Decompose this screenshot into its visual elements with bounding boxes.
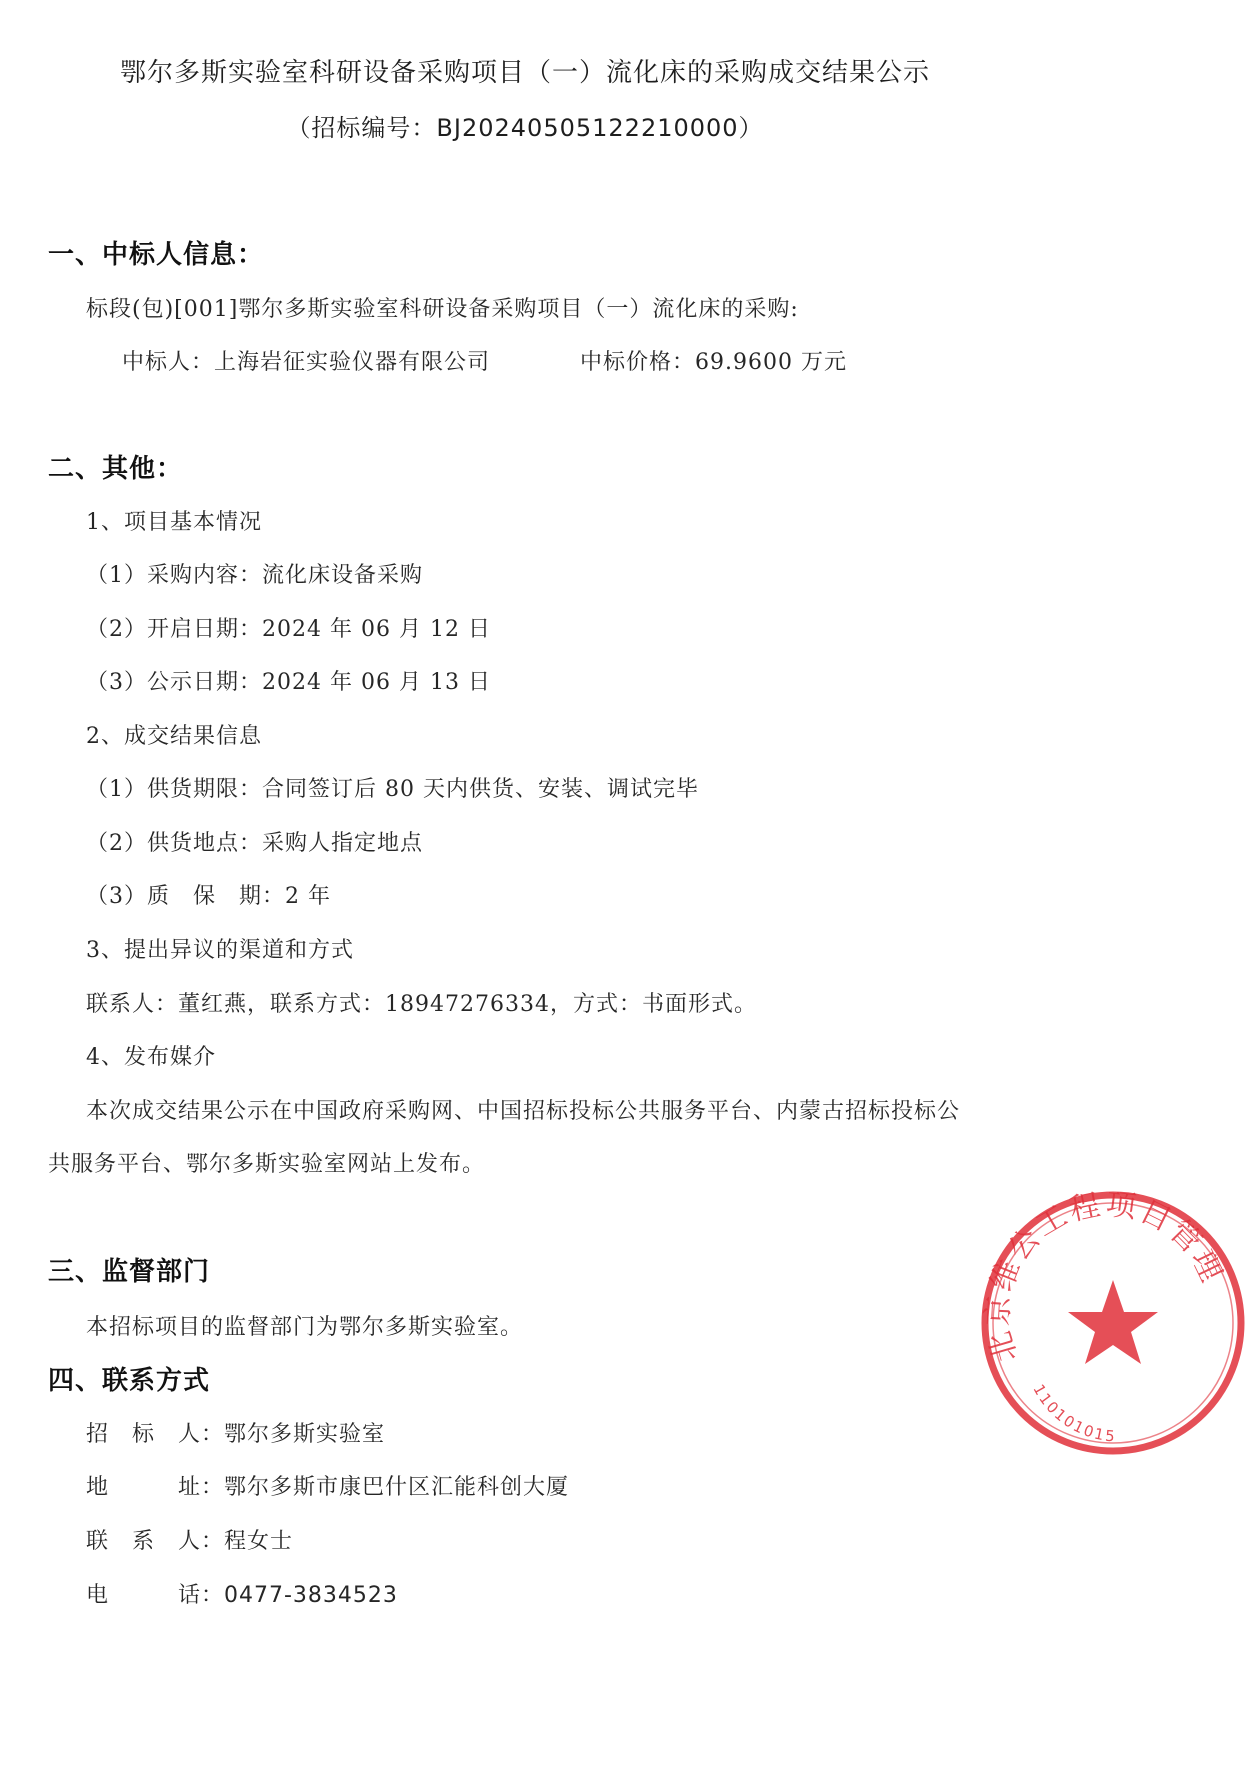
media-paragraph-line: 本次成交结果公示在中国政府采购网、中国招标投标公共服务平台、内蒙古招标投标公 (86, 1099, 961, 1124)
list-item: 3、提出异议的渠道和方式 (86, 938, 354, 963)
list-item: （2）供货地点：采购人指定地点 (86, 831, 423, 856)
official-seal (978, 1188, 1248, 1458)
list-item: 1、项目基本情况 (86, 510, 262, 535)
seal-number: 110101015 (1029, 1381, 1118, 1446)
contact-line: 地 址：鄂尔多斯市康巴什区汇能科创大厦 (86, 1475, 570, 1500)
supervision-text: 本招标项目的监督部门为鄂尔多斯实验室。 (86, 1315, 524, 1340)
media-paragraph-line: 共服务平台、鄂尔多斯实验室网站上发布。 (48, 1152, 486, 1177)
document-title: 鄂尔多斯实验室科研设备采购项目（一）流化床的采购成交结果公示 (119, 58, 930, 88)
section-heading-supervision: 三、监督部门 (48, 1257, 211, 1287)
winner-name: 中标人：上海岩征实验仪器有限公司 (122, 350, 491, 375)
list-item: 2、成交结果信息 (86, 724, 262, 749)
list-item: 联系人：董红燕，联系方式：18947276334，方式：书面形式。 (86, 992, 757, 1017)
section-heading-winner-info: 一、中标人信息： (48, 240, 265, 270)
list-item: （3）质 保 期：2 年 (86, 884, 331, 909)
list-item: （2）开启日期：2024 年 06 月 12 日 (86, 617, 491, 642)
list-item: （3）公示日期：2024 年 06 月 13 日 (86, 670, 491, 695)
list-item: （1）采购内容：流化床设备采购 (86, 563, 423, 588)
list-item: （1）供货期限：合同签订后 80 天内供货、安装、调试完毕 (86, 777, 699, 802)
lot-description: 标段(包)[001]鄂尔多斯实验室科研设备采购项目（一）流化床的采购: (86, 297, 799, 322)
seal-arc-text: 北京维公工程项目管理 (980, 1188, 1230, 1367)
section-heading-contact: 四、联系方式 (48, 1366, 211, 1396)
contact-line: 联 系 人：程女士 (86, 1529, 294, 1554)
star-icon (1068, 1280, 1158, 1364)
contact-line: 招 标 人：鄂尔多斯实验室 (86, 1422, 386, 1447)
contact-line: 电 话：0477-3834523 (86, 1583, 398, 1608)
list-item: 4、发布媒介 (86, 1045, 216, 1070)
section-heading-other: 二、其他： (48, 454, 184, 484)
tender-number: （招标编号：BJ20240505122210000） (286, 114, 764, 142)
winning-price: 中标价格：69.9600 万元 (580, 350, 847, 375)
